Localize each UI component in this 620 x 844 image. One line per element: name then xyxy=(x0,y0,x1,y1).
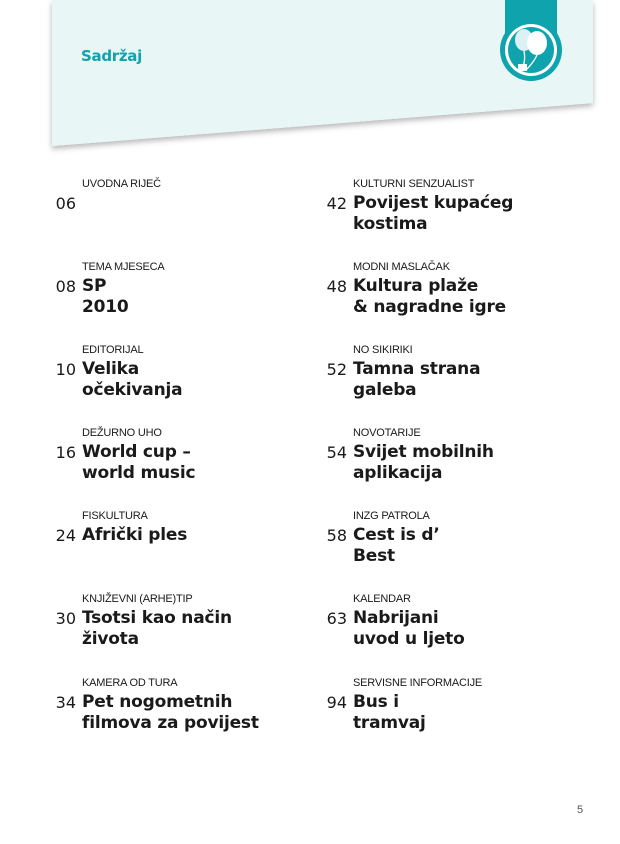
toc-page-number: 94 xyxy=(326,693,347,712)
toc-page-number: 63 xyxy=(326,609,347,628)
toc-page-number: 58 xyxy=(326,526,347,545)
toc-category: NO SIKIRIKI xyxy=(353,344,413,356)
toc-page-number: 16 xyxy=(55,443,76,462)
page-title: Sadržaj xyxy=(81,47,142,65)
toc-category: MODNI MASLAČAK xyxy=(353,261,450,273)
toc-title: Nabrijani uvod u ljeto xyxy=(353,608,465,649)
toc-category: KULTURNI SENZUALIST xyxy=(353,178,475,190)
toc-category: DEŽURNO UHO xyxy=(82,427,162,439)
toc-category: FISKULTURA xyxy=(82,510,148,522)
toc-title: World cup – world music xyxy=(82,442,196,483)
toc-category: EDITORIJAL xyxy=(82,344,144,356)
toc-category: KALENDAR xyxy=(353,593,411,605)
toc-page-number: 24 xyxy=(55,526,76,545)
toc-title: Afrički ples xyxy=(82,525,188,545)
toc-page-number: 42 xyxy=(326,194,347,213)
toc-title: Svijet mobilnih aplikacija xyxy=(353,442,494,483)
toc-title: SP 2010 xyxy=(82,276,129,317)
toc-category: KNJIŽEVNI (ARHE)TIP xyxy=(82,593,193,605)
toc-category: NOVOTARIJE xyxy=(353,427,421,439)
toc-title: Cest is d’ Best xyxy=(353,525,440,566)
toc-title: Povijest kupaćeg kostima xyxy=(353,193,514,234)
toc-page-number: 08 xyxy=(55,277,76,296)
toc-title: Bus i tramvaj xyxy=(353,692,426,733)
toc-category: SERVISNE INFORMACIJE xyxy=(353,677,483,689)
toc-category: KAMERA OD TURA xyxy=(82,677,178,689)
toc-page-number: 30 xyxy=(55,609,76,628)
toc-page-number: 06 xyxy=(55,194,76,213)
toc-page-number: 54 xyxy=(326,443,347,462)
toc-page-number: 52 xyxy=(326,360,347,379)
toc-title: Tsotsi kao način života xyxy=(82,608,232,649)
toc-title: Velika očekivanja xyxy=(82,359,183,400)
page-number: 5 xyxy=(577,804,584,816)
toc-category: UVODNA RIJEČ xyxy=(82,178,161,190)
toc-title: Pet nogometnih filmova za povijest xyxy=(82,692,259,733)
toc-page-number: 34 xyxy=(55,693,76,712)
toc-page-number: 48 xyxy=(326,277,347,296)
toc-page-number: 10 xyxy=(55,360,76,379)
toc-title: Kultura plaže & nagradne igre xyxy=(353,276,506,317)
toc-category: INZG PATROLA xyxy=(353,510,430,522)
toc-title: Tamna strana galeba xyxy=(353,359,481,400)
toc-category: TEMA MJESECA xyxy=(82,261,165,273)
